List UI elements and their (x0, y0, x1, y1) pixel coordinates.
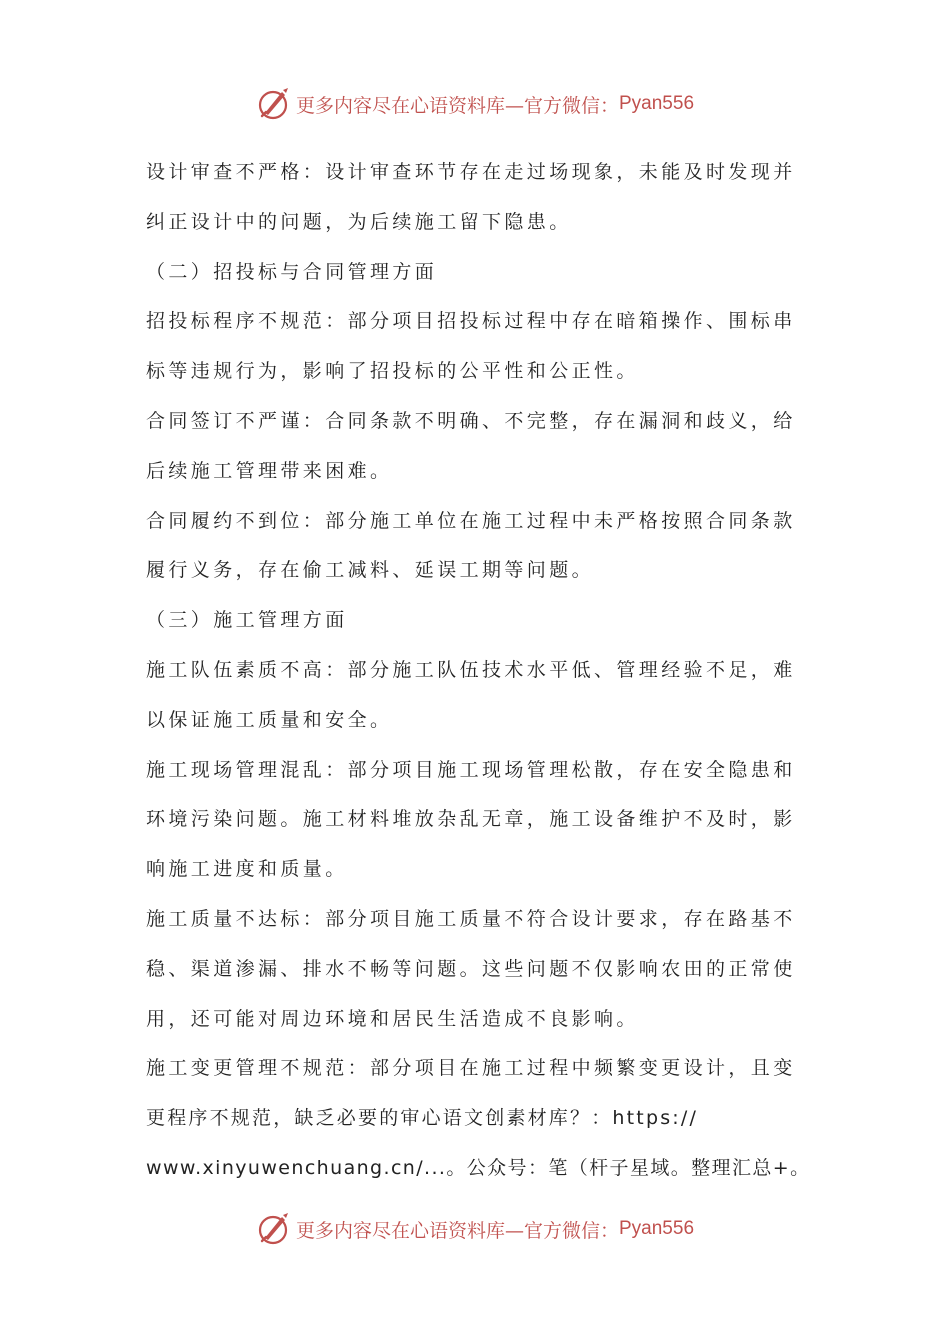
paragraph-line: 用，还可能对周边环境和居民生活造成不良影响。 (146, 1007, 639, 1030)
banner-text: 更多内容尽在心语资料库—官方微信： (295, 1219, 619, 1242)
paragraph-line: 响施工进度和质量。 (146, 858, 348, 881)
paragraph-line: 后续施工管理带来困难。 (146, 459, 393, 482)
header-banner (0, 82, 950, 126)
paragraph-line: 合同履约不到位：部分施工单位在施工过程中未严格按照合同条款 (146, 509, 796, 532)
document-body (146, 148, 811, 1194)
paragraph-line: 施工现场管理混乱：部分项目施工现场管理松散，存在安全隐患和 (146, 758, 796, 781)
banner-text: 更多内容尽在心语资料库—官方微信： (295, 94, 619, 117)
paragraph-line: 施工变更管理不规范：部分项目在施工过程中频繁变更设计，且变 (146, 1057, 796, 1080)
paragraph-line: 合同签订不严谨：合同条款不明确、不完整，存在漏洞和歧义，给 (146, 409, 796, 432)
paragraph-line: 标等违规行为，影响了招投标的公平性和公正性。 (146, 360, 639, 383)
paragraph-line: 稳、渠道渗漏、排水不畅等问题。这些问题不仅影响农田的正常使 (146, 957, 796, 980)
paragraph-line: 以保证施工质量和安全。 (146, 708, 393, 731)
section-heading: （三）施工管理方面 (146, 609, 348, 632)
banner-wechat-id: Pyan556 (619, 1218, 695, 1239)
paragraph-line: 施工队伍素质不高：部分施工队伍技术水平低、管理经验不足，难 (146, 658, 796, 681)
quill-pen-logo-icon (256, 86, 292, 122)
section-heading: （二）招投标与合同管理方面 (146, 260, 438, 283)
paragraph-line: 更程序不规范，缺乏必要的审心语文创素材库？：https:// (146, 1107, 699, 1130)
footer-banner (0, 1207, 950, 1251)
paragraph-line: 履行义务，存在偷工减料、延误工期等问题。 (146, 559, 595, 582)
paragraph-line: www.xinyuwenchuang.cn/...。公众号：笔（杆子星域。整理汇总+。 (146, 1156, 811, 1179)
paragraph-line: 施工质量不达标：部分项目施工质量不符合设计要求，存在路基不 (146, 907, 796, 930)
quill-pen-logo-icon (256, 1211, 292, 1247)
paragraph-line: 环境污染问题。施工材料堆放杂乱无章，施工设备维护不及时，影 (146, 808, 796, 831)
banner-wechat-id: Pyan556 (619, 93, 695, 114)
paragraph-line: 招投标程序不规范：部分项目招投标过程中存在暗箱操作、围标串 (146, 310, 796, 333)
paragraph-line: 纠正设计中的问题，为后续施工留下隐患。 (146, 210, 572, 233)
paragraph-line: 设计审查不严格：设计审查环节存在走过场现象，未能及时发现并 (146, 161, 796, 183)
